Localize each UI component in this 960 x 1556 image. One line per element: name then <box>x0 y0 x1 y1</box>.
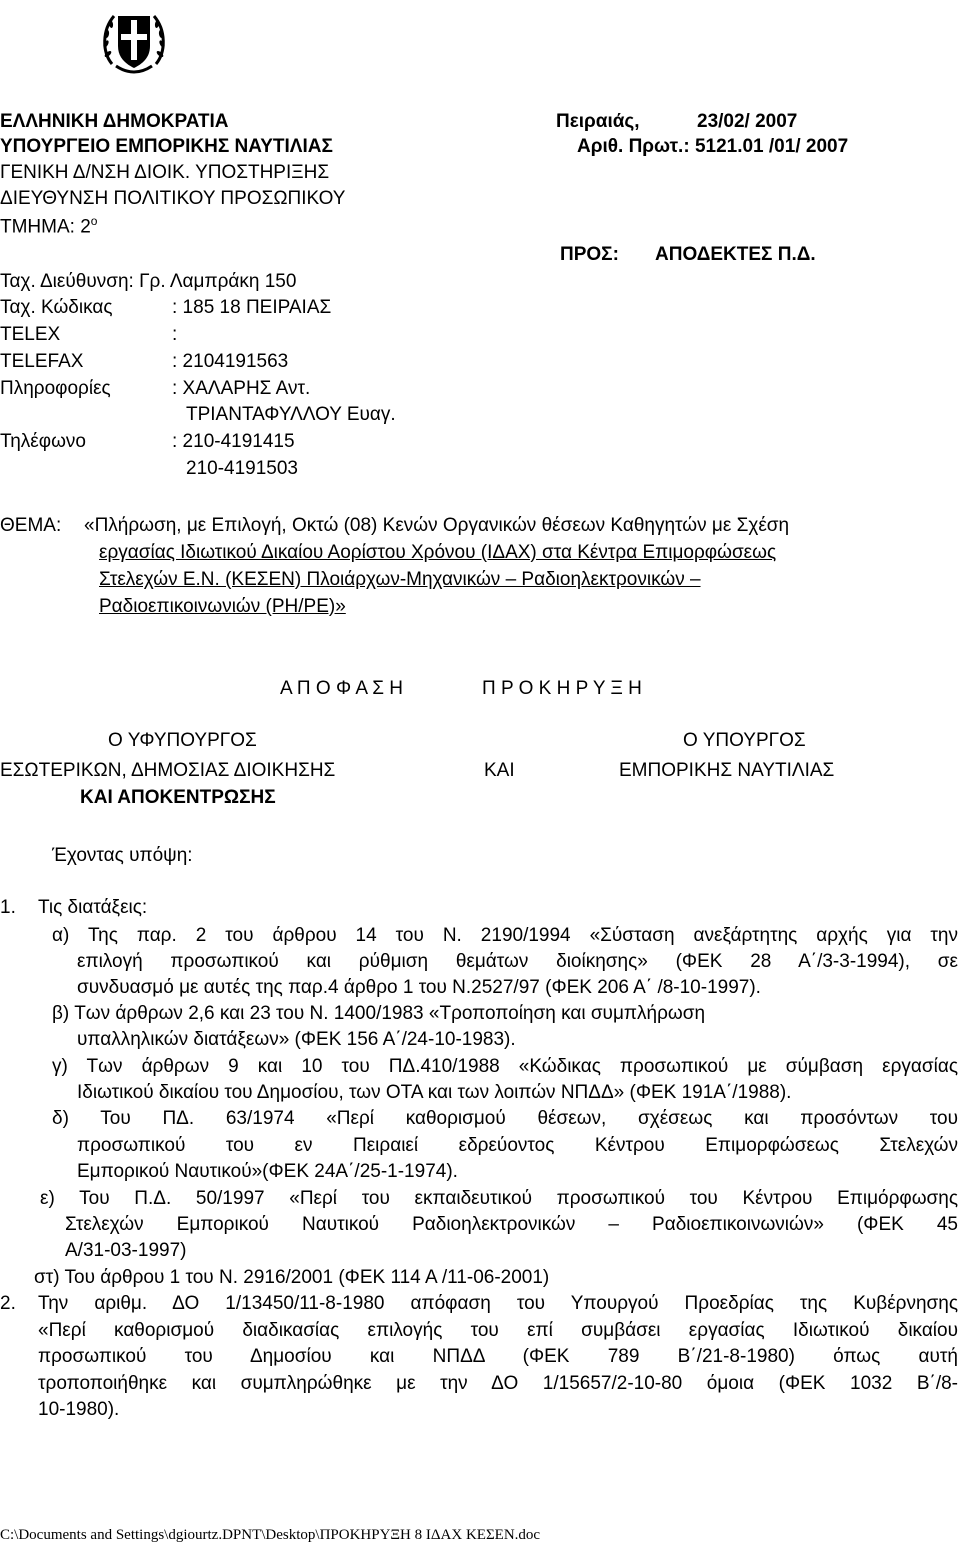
provision-d-line-1: δ) Του ΠΔ. 63/1974 «Περί καθορισμού θέσεων, σχέσεως και προσόντων του <box>52 1108 958 1129</box>
contact-telefax-label: TELEFAX <box>0 351 84 372</box>
subject-line-3: Στελεχών Ε.Ν. (ΚΕΣΕΝ) Πλοιάρχων-Μηχανικών – Ραδιοηλεκτρονικών – <box>99 569 701 590</box>
provision-e-line-3: Α/31-03-1997) <box>65 1240 187 1261</box>
provision-a-line-1: α) Της παρ. 2 του άρθρου 14 του Ν. 2190/1994 «Σύσταση ανεξάρτητης αρχής για την <box>52 925 958 946</box>
greek-coat-of-arms-emblem <box>98 6 170 78</box>
provision-e-line-2: Στελεχών Εμπορικού Ναυτικού Ραδιοηλεκτρονικών – Ραδιοεπικοινωνιών» (ΦΕΚ 45 <box>65 1214 958 1235</box>
contact-phone-value-2: 210-4191503 <box>186 458 298 479</box>
contact-info-value-2: ΤΡΙΑΝΤΑΦΥΛΛΟΥ Ευαγ. <box>186 404 396 425</box>
subject-line-2: εργασίας Ιδιωτικού Δικαίου Αορίστου Χρόνου (ΙΔΑΧ) στα Κέντρα Επιμορφώσεως <box>99 542 777 563</box>
subject-label: ΘΕΜΑ: <box>0 515 62 536</box>
contact-telefax-value: : 2104191563 <box>172 351 289 372</box>
contact-phone-value: : 210-4191415 <box>172 431 295 452</box>
having-regard: Έχοντας υπόψη: <box>52 845 193 866</box>
provision-c-line-2: Ιδιωτικού δικαίου του Δημοσίου, των ΟΤΑ και των λοιπών ΝΠΔΔ» (ΦΕΚ 191Α΄/1988). <box>77 1082 792 1103</box>
header-line-directorate: ΔΙΕΥΘΥΝΣΗ ΠΟΛΙΤΙΚΟΥ ΠΡΟΣΩΠΙΚΟΥ <box>0 188 346 209</box>
item-2-line-1: Την αριθμ. ΔΟ 1/13450/11-8-1980 απόφαση του Υπουργού Προεδρίας της Κυβέρνησης <box>38 1293 958 1314</box>
item-1-title: Τις διατάξεις: <box>38 897 148 918</box>
deputy-minister-ministry: ΕΣΩΤΕΡΙΚΩΝ, ΔΗΜΟΣΙΑΣ ΔΙΟΙΚΗΣΗΣ <box>0 760 336 781</box>
contact-telex-value: : <box>172 324 178 345</box>
footer-file-path: C:\Documents and Settings\dgiourtz.DPNT\Desktop\ΠΡΟΚΗΡΥΞΗ 8 ΙΔΑΧ ΚΕΣΕΝ.doc <box>0 1527 541 1543</box>
header-date: 23/02/ 2007 <box>697 111 798 132</box>
provision-d-line-3: Εμπορικού Ναυτικού»(ΦΕΚ 24Α΄/25-1-1974). <box>77 1161 458 1182</box>
contact-postcode-label: Ταχ. Κώδικας <box>0 297 113 318</box>
provision-b-line-1: β) Των άρθρων 2,6 και 23 του Ν. 1400/1983 «Τροποποίηση και συμπλήρωση <box>52 1003 706 1024</box>
provision-e-line-1: ε) Του Π.Δ. 50/1997 «Περί του εκπαιδευτικού προσωπικού του Κέντρου Επιμόρφωσης <box>40 1188 958 1209</box>
deputy-minister-title: Ο ΥΦΥΠΟΥΡΓΟΣ <box>108 730 257 751</box>
header-line-republic: ΕΛΛΗΝΙΚΗ ΔΗΜΟΚΡΑΤΙΑ <box>0 111 229 132</box>
provision-a-line-2: επιλογή προσωπικού και ρύθμιση θεμάτων διοίκησης» (ΦΕΚ 28 Α΄/3-3-1994), σε <box>77 951 958 972</box>
item-2-line-4: τροποποιήθηκε και συμπληρώθηκε με την ΔΟ 1/15657/2-10-80 όμοια (ΦΕΚ 1032 Β΄/8- <box>38 1373 958 1394</box>
contact-telex-label: TELEX <box>0 324 61 345</box>
provision-b-line-2: υπαλληλικών διατάξεων» (ΦΕΚ 156 Α΄/24-10-1983). <box>77 1029 516 1050</box>
contact-address: Ταχ. Διεύθυνση: Γρ. Λαμπράκη 150 <box>0 271 297 292</box>
header-line-general-directorate: ΓΕΝΙΚΗ Δ/ΝΣΗ ΔΙΟΙΚ. ΥΠΟΣΤΗΡΙΞΗΣ <box>0 162 330 183</box>
subject-line-1: «Πλήρωση, με Επιλογή, Οκτώ (08) Κενών Οργανικών θέσεων Καθηγητών με Σχέση <box>84 515 790 536</box>
provision-st-line-1: στ) Του άρθρου 1 του Ν. 2916/2001 (ΦΕΚ 114 Α /11-06-2001) <box>34 1267 550 1288</box>
announcement-heading: Π Ρ Ο Κ Η Ρ Υ Ξ Η <box>482 678 642 699</box>
contact-info-value: : ΧΑΛΑΡΗΣ Αντ. <box>172 378 311 399</box>
header-line-department: ΤΜΗΜΑ: $2^o$ <box>0 214 98 238</box>
subject-line-4: Ραδιοεπικοινωνιών (ΡΗ/ΡΕ)» <box>99 596 346 617</box>
minister-ministry: ΕΜΠΟΡΙΚΗΣ ΝΑΥΤΙΛΙΑΣ <box>619 760 835 781</box>
decision-heading: Α Π Ο Φ Α Σ Η <box>280 678 403 699</box>
contact-phone-label: Τηλέφωνο <box>0 431 86 452</box>
item-1-number: 1. <box>0 897 16 918</box>
item-2-line-3: προσωπικού του Δημοσίου και ΝΠΔΔ (ΦΕΚ 789 Β΄/21-8-1980) όπως αυτή <box>38 1346 958 1367</box>
contact-postcode-value: : 185 18 ΠΕΙΡΑΙΑΣ <box>172 297 332 318</box>
item-2-line-5: 10-1980). <box>38 1399 120 1420</box>
minister-title: Ο ΥΠΟΥΡΓΟΣ <box>683 730 806 751</box>
item-2-line-2: «Περί καθορισμού διαδικασίας επιλογής του επί συμβάσει εργασίας Ιδιωτικού δικαίου <box>38 1320 958 1341</box>
provision-a-line-3: συνδυασμό με αυτές της παρ.4 άρθρο 1 του Ν.2527/97 (ΦΕΚ 206 Α΄ /8-10-1997). <box>77 977 761 998</box>
provision-d-line-2: προσωπικού του εν Πειραιεί εδρεύοντος Κέντρου Επιμορφώσεως Στελεχών <box>77 1135 958 1156</box>
recipient-value: ΑΠΟΔΕΚΤΕΣ Π.Δ. <box>655 244 816 265</box>
deputy-minister-ministry-2: ΚΑΙ ΑΠΟΚΕΝΤΡΩΣΗΣ <box>80 787 276 808</box>
contact-info-label: Πληροφορίες <box>0 378 111 399</box>
header-protocol-number: Αριθ. Πρωτ.: 5121.01 /01/ 2007 <box>577 136 849 157</box>
header-place: Πειραιάς, <box>556 111 640 132</box>
item-2-number: 2. <box>0 1293 16 1314</box>
recipient-label: ΠΡΟΣ: <box>560 244 619 265</box>
conjunction-and: ΚΑΙ <box>484 760 515 781</box>
header-line-ministry: ΥΠΟΥΡΓΕΙΟ ΕΜΠΟΡΙΚΗΣ ΝΑΥΤΙΛΙΑΣ <box>0 136 333 157</box>
provision-c-line-1: γ) Των άρθρων 9 και 10 του ΠΔ.410/1988 «Κώδικας προσωπικού με σύμβαση εργασίας <box>52 1056 958 1077</box>
